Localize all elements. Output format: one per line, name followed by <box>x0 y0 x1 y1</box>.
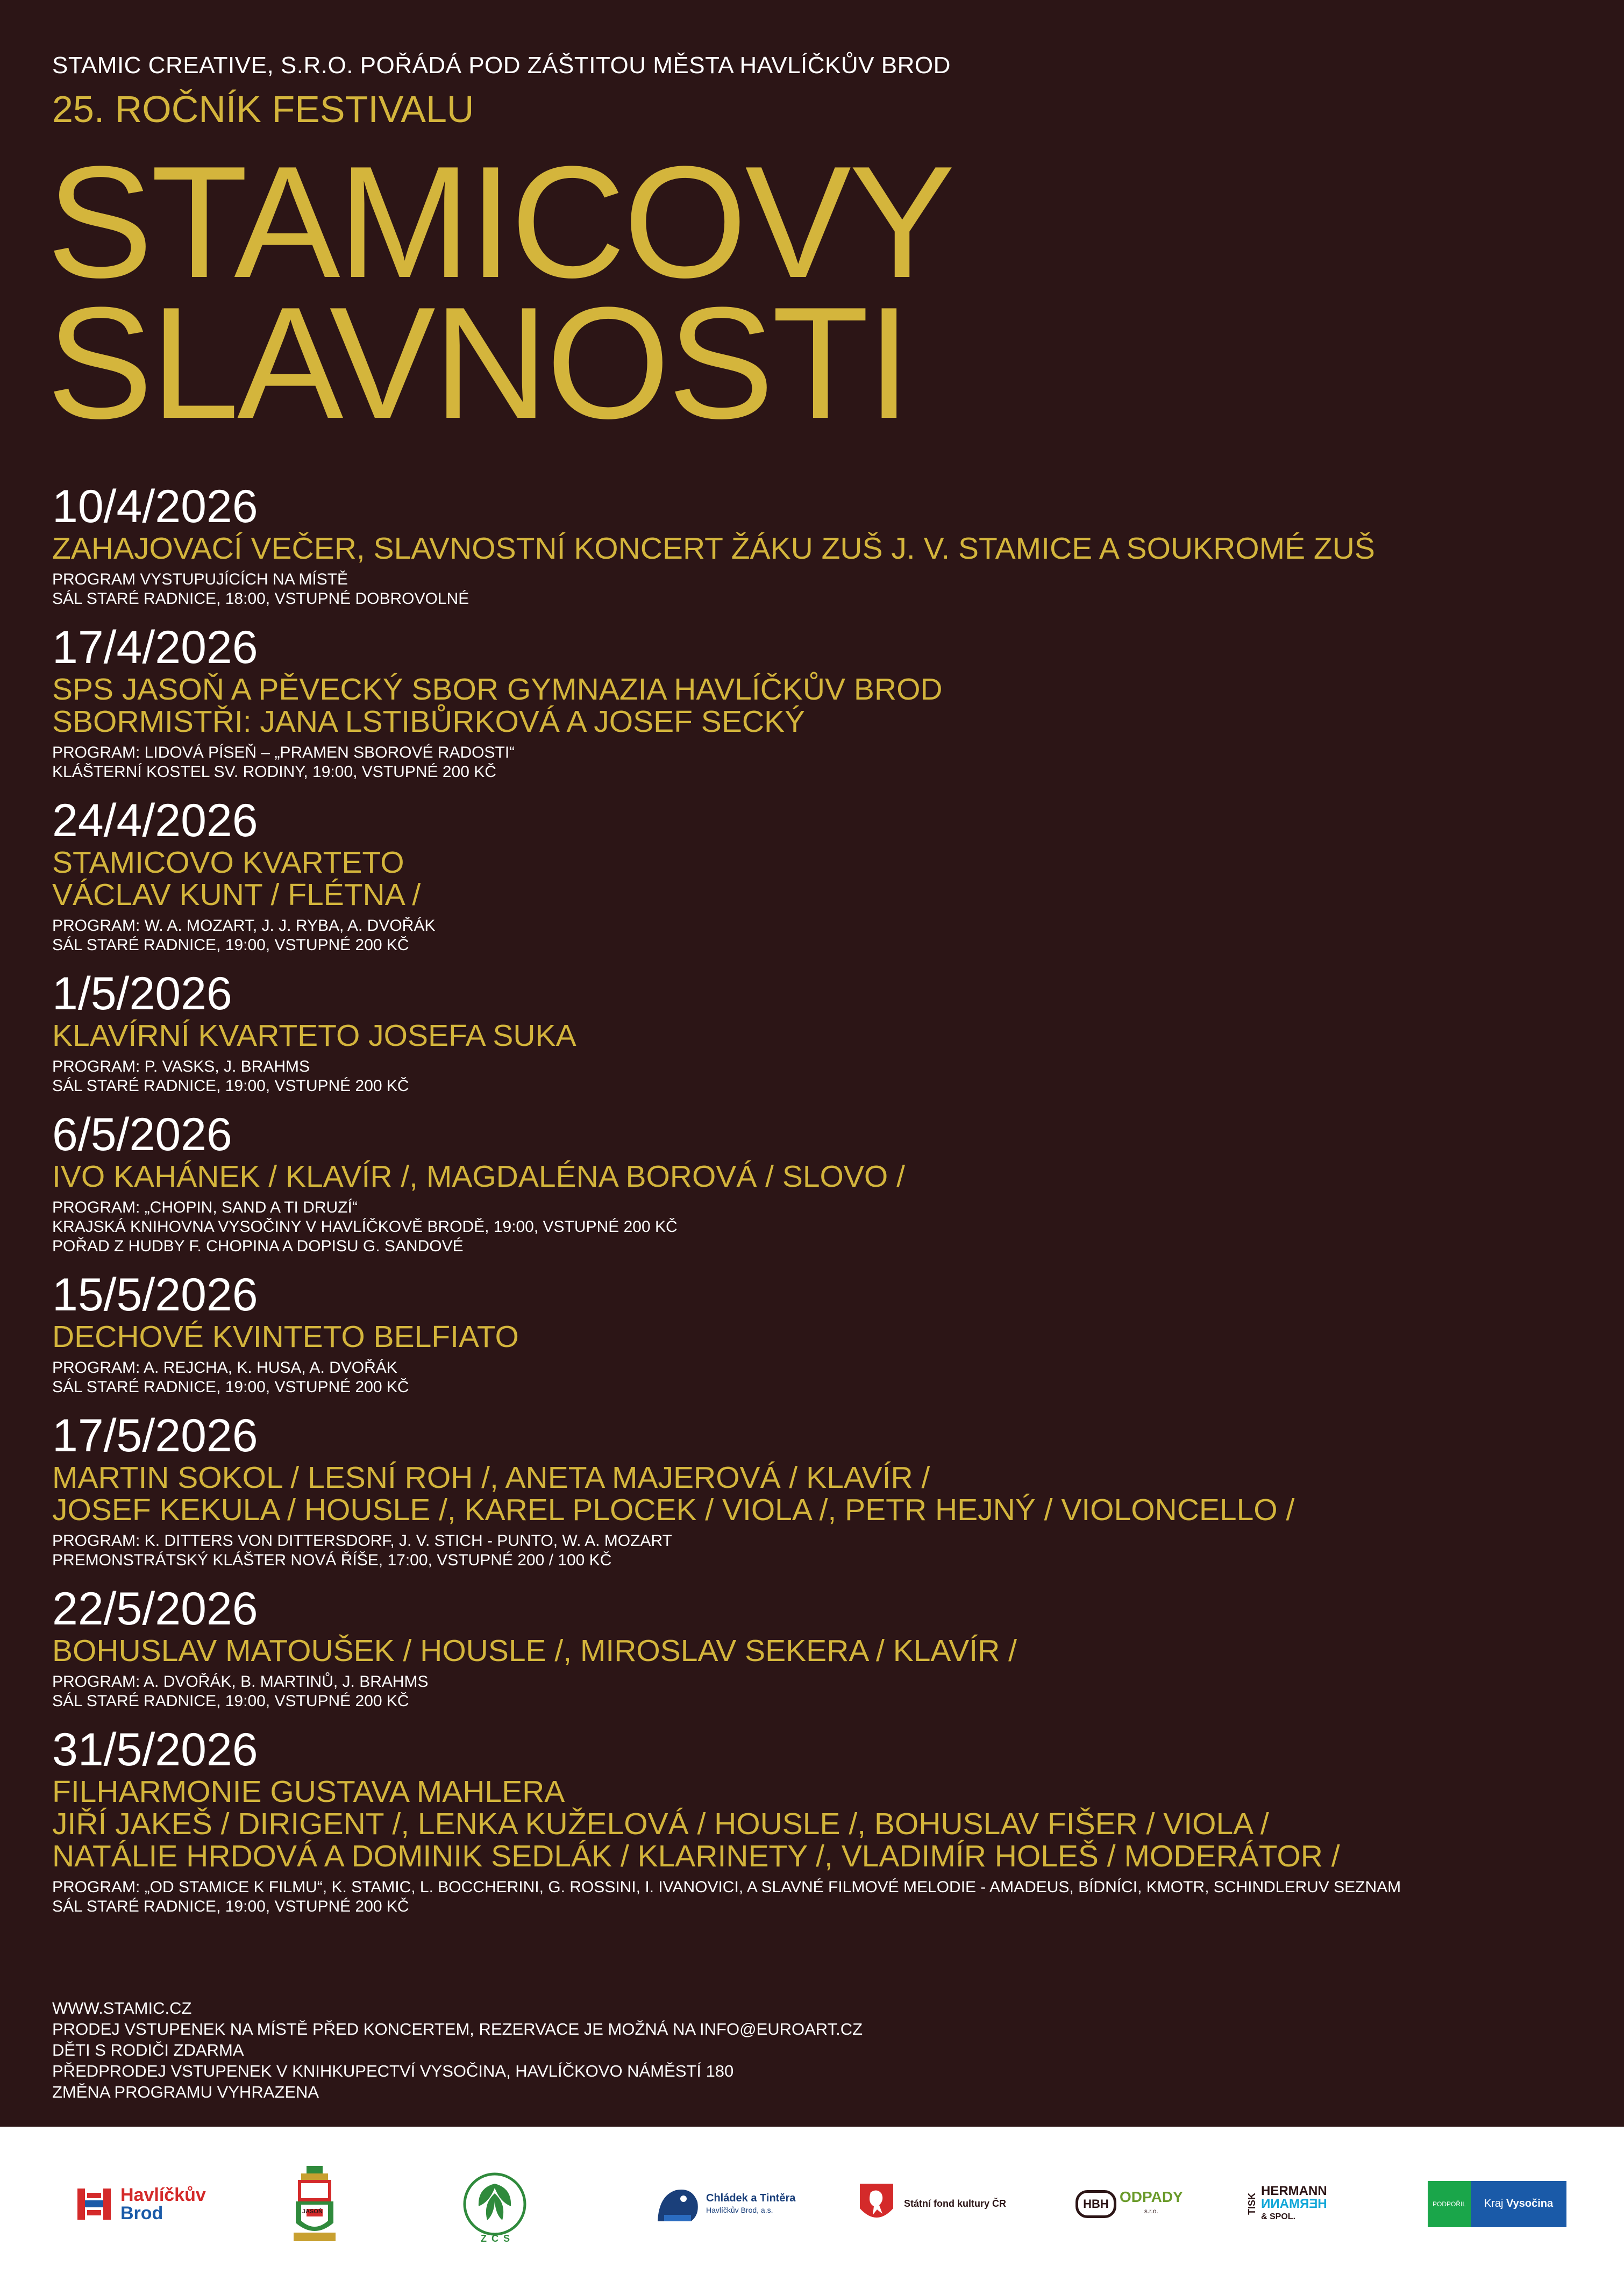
hermann-mirror-text: HERMANN <box>1261 2196 1327 2211</box>
event-performers: KLAVÍRNÍ KVARTETO JOSEFA SUKA <box>52 1018 576 1053</box>
event-performers: FILHARMONIE GUSTAVA MAHLERA <box>52 1774 565 1809</box>
havlickuv-brod-line2: Brod <box>120 2202 163 2223</box>
event-detail: PROGRAM: A. REJCHA, K. HUSA, A. DVOŘÁK <box>52 1359 397 1377</box>
zus-crest-text: JASOŇ <box>302 2208 323 2215</box>
festival-title <box>47 133 1590 452</box>
event-detail: PROGRAM: W. A. MOZART, J. J. RYBA, A. DVOŘÁK <box>52 917 436 935</box>
event-performers: SPS JASOŇ A PĚVECKÝ SBOR GYMNAZIA HAVLÍČKŮV BROD <box>52 672 943 707</box>
event-performers: MARTIN SOKOL / LESNÍ ROH /, ANETA MAJEROVÁ / KLAVÍR / <box>52 1460 930 1495</box>
event-performers: BOHUSLAV MATOUŠEK / HOUSLE /, MIROSLAV SEKERA / KLAVÍR / <box>52 1634 1017 1668</box>
event-detail: SÁL STARÉ RADNICE, 19:00, VSTUPNÉ 200 KČ <box>52 936 409 954</box>
event-block <box>52 1269 1590 1397</box>
event-performers: JOSEF KEKULA / HOUSLE /, KAREL PLOCEK / VIOLA /, PETR HEJNÝ / VIOLONCELLO / <box>52 1493 1295 1527</box>
crest-icon <box>290 2164 339 2244</box>
footer-line: DĚTI S RODIČI ZDARMA <box>52 2041 244 2059</box>
event-list <box>52 481 1590 1916</box>
event-date: 10/4/2026 <box>52 481 258 532</box>
event-detail: PROGRAM: A. DVOŘÁK, B. MARTINŮ, J. BRAHMS <box>52 1673 429 1691</box>
havlickuv-brod-icon <box>75 2185 113 2223</box>
vysocina-left: PODPOŘIL <box>1428 2181 1471 2227</box>
title-line-2: SLAVNOSTI <box>47 274 909 452</box>
event-detail: PROGRAM: LIDOVÁ PÍSEŇ – „PRAMEN SBOROVÉ RADOSTI“ <box>52 744 515 761</box>
event-block <box>52 1410 1590 1570</box>
event-detail: SÁL STARÉ RADNICE, 18:00, VSTUPNÉ DOBROVOLNÉ <box>52 590 469 608</box>
hbh-name: ODPADY <box>1120 2188 1183 2205</box>
edition-line: 25. ROČNÍK FESTIVALU <box>52 88 474 130</box>
poster-content <box>47 49 1590 1929</box>
event-detail: SÁL STARÉ RADNICE, 19:00, VSTUPNÉ 200 KČ <box>52 1077 409 1095</box>
event-block <box>52 481 1590 609</box>
tisk-hermann-logo <box>1247 2127 1327 2281</box>
event-performers: ZAHAJOVACÍ VEČER, SLAVNOSTNÍ KONCERT ŽÁKU ZUŠ J. V. STAMICE A SOUKROMÉ ZUŠ <box>52 531 1375 566</box>
event-date: 1/5/2026 <box>52 968 232 1020</box>
beaver-icon <box>653 2183 702 2226</box>
website-link[interactable]: WWW.STAMIC.CZ <box>52 1999 192 2018</box>
event-performers: DECHOVÉ KVINTETO BELFIATO <box>52 1320 519 1354</box>
event-date: 15/5/2026 <box>52 1269 258 1321</box>
vysocina-kraj: Kraj <box>1484 2198 1504 2209</box>
event-date: 22/5/2026 <box>52 1583 258 1635</box>
event-date: 24/4/2026 <box>52 795 258 846</box>
zcs-logo <box>462 2127 527 2281</box>
chladek-line2: Havlíčkův Brod, a.s. <box>706 2205 773 2214</box>
event-performers: JIŘÍ JAKEŠ / DIRIGENT /, LENKA KUŽELOVÁ / HOUSLE /, BOHUSLAV FIŠER / VIOLA / <box>52 1807 1269 1841</box>
event-block <box>52 622 1590 782</box>
event-date: 17/5/2026 <box>52 1410 258 1462</box>
event-date: 6/5/2026 <box>52 1109 232 1160</box>
sponsor-strip <box>0 2127 1624 2281</box>
zus-crest-logo <box>290 2127 339 2281</box>
vysocina-badge <box>1428 2181 1566 2227</box>
sfk-text: Státní fond kultury ČR <box>904 2198 1006 2209</box>
vysocina-right <box>1471 2181 1566 2227</box>
event-detail: SÁL STARÉ RADNICE, 19:00, VSTUPNÉ 200 KČ <box>52 1378 409 1396</box>
chladek-tintera-logo <box>653 2127 795 2281</box>
chladek-line1: Chládek a Tintěra <box>706 2192 796 2204</box>
footer-line: PŘEDPRODEJ VSTUPENEK V KNIHKUPECTVÍ VYSOČINA, HAVLÍČKOVO NÁMĚSTÍ 180 <box>52 2062 734 2080</box>
event-performers: IVO KAHÁNEK / KLAVÍR /, MAGDALÉNA BOROVÁ / SLOVO / <box>52 1159 905 1194</box>
event-block <box>52 795 1590 955</box>
hermann-tisk: TISK <box>1247 2192 1257 2215</box>
havlickuv-brod-logo <box>75 2127 206 2281</box>
event-detail: PREMONSTRÁTSKÝ KLÁŠTER NOVÁ ŘÍŠE, 17:00, VSTUPNÉ 200 / 100 KČ <box>52 1551 612 1569</box>
czech-lion-icon <box>858 2182 895 2227</box>
hbh-mark: HBH <box>1075 2190 1116 2218</box>
event-detail: KRAJSKÁ KNIHOVNA VYSOČINY V HAVLÍČKOVĚ BRODĚ, 19:00, VSTUPNÉ 200 KČ <box>52 1218 678 1236</box>
vysocina-name: Vysočina <box>1506 2198 1554 2209</box>
footer-line: ZMĚNA PROGRAMU VYHRAZENA <box>52 2083 319 2101</box>
event-detail: PROGRAM VYSTUPUJÍCÍCH NA MÍSTĚ <box>52 571 348 588</box>
event-date: 17/4/2026 <box>52 622 258 673</box>
hermann-name: HERMANN <box>1261 2183 1327 2198</box>
organizer-line: STAMIC CREATIVE, S.R.O. POŘÁDÁ POD ZÁŠTITOU MĚSTA HAVLÍČKŮV BROD <box>52 52 951 79</box>
event-block <box>52 1109 1590 1256</box>
sfk-logo <box>858 2127 1006 2281</box>
event-detail: POŘAD Z HUDBY F. CHOPINA A DOPISU G. SANDOVÉ <box>52 1237 464 1255</box>
event-date: 31/5/2026 <box>52 1724 258 1776</box>
hbh-sub: s.r.o. <box>1144 2207 1158 2215</box>
event-detail: SÁL STARÉ RADNICE, 19:00, VSTUPNÉ 200 KČ <box>52 1692 409 1710</box>
footer-info <box>52 1998 863 2102</box>
leaf-emblem-icon <box>462 2172 527 2236</box>
event-performers: VÁCLAV KUNT / FLÉTNA / <box>52 878 421 912</box>
zcs-text: Z Č S <box>481 2233 511 2244</box>
kraj-vysocina-logo <box>1428 2127 1566 2281</box>
event-detail: SÁL STARÉ RADNICE, 19:00, VSTUPNÉ 200 KČ <box>52 1898 409 1915</box>
event-block <box>52 968 1590 1096</box>
hermann-sub: & SPOL. <box>1261 2212 1296 2221</box>
event-performers: SBORMISTŘI: JANA LSTIBŮRKOVÁ A JOSEF SECKÝ <box>52 704 806 739</box>
title-line-1: STAMICOVY <box>47 133 953 311</box>
event-detail: PROGRAM: „OD STAMICE K FILMU“, K. STAMIC, L. BOCCHERINI, G. ROSSINI, I. IVANOVICI, A SLAVNÉ FILMOVÉ MELODIE - AMADEUS, BÍDNÍCI, KMOTR, SCHINDLERUV SEZNAM <box>52 1878 1401 1896</box>
event-block <box>52 1724 1590 1916</box>
event-performers: STAMICOVO KVARTETO <box>52 845 404 880</box>
hbh-odpady-logo <box>1075 2127 1183 2281</box>
event-detail: PROGRAM: „CHOPIN, SAND A TI DRUZÍ“ <box>52 1199 358 1216</box>
event-block <box>52 1583 1590 1711</box>
event-detail: KLÁŠTERNÍ KOSTEL SV. RODINY, 19:00, VSTUPNÉ 200 KČ <box>52 763 496 781</box>
havlickuv-brod-line1: Havlíčkův <box>120 2184 206 2205</box>
footer-line: PRODEJ VSTUPENEK NA MÍSTĚ PŘED KONCERTEM, REZERVACE JE MOŽNÁ NA INFO@EUROART.CZ <box>52 2020 863 2038</box>
event-performers: NATÁLIE HRDOVÁ A DOMINIK SEDLÁK / KLARINETY /, VLADIMÍR HOLEŠ / MODERÁTOR / <box>52 1839 1340 1873</box>
event-detail: PROGRAM: K. DITTERS VON DITTERSDORF, J. V. STICH - PUNTO, W. A. MOZART <box>52 1532 672 1550</box>
event-detail: PROGRAM: P. VASKS, J. BRAHMS <box>52 1058 310 1075</box>
hermann-mirror <box>1261 2198 1327 2211</box>
